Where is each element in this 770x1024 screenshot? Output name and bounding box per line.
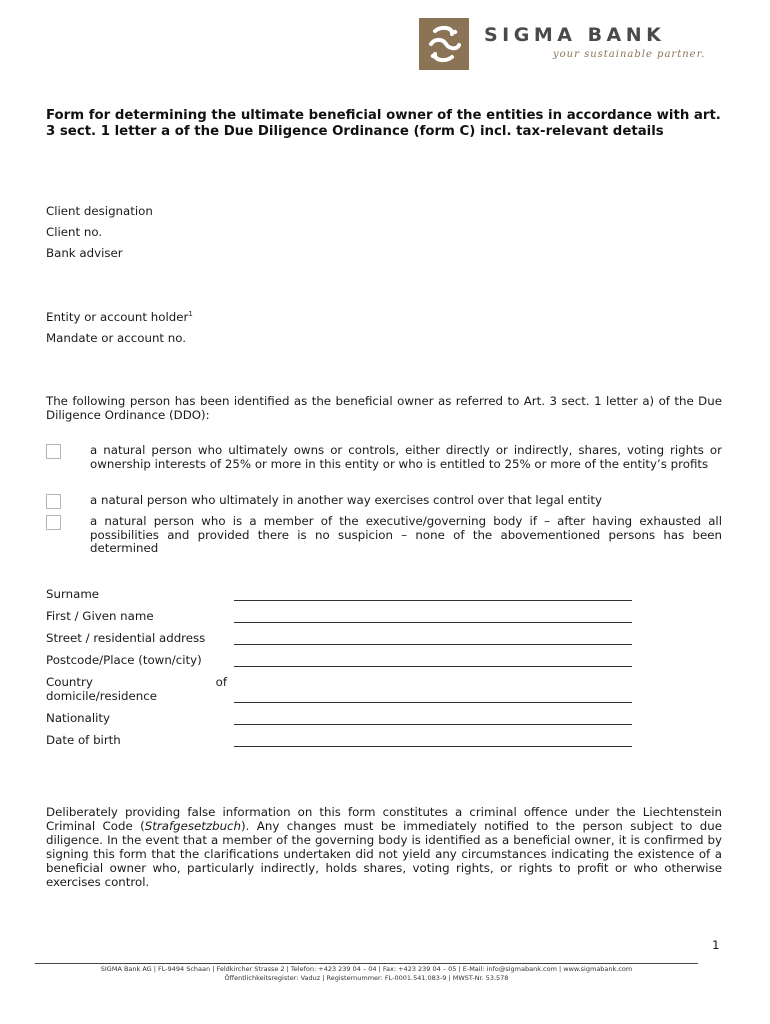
bank-logo (419, 18, 469, 70)
postcode-field[interactable] (234, 666, 632, 667)
legal-notice-italic: Strafgesetzbuch (144, 819, 242, 833)
bank-adviser-label: Bank adviser (46, 246, 123, 260)
option-checkbox-executive[interactable] (46, 515, 61, 530)
country-field[interactable] (234, 702, 632, 703)
country-label-rest: domicile/residence (46, 689, 157, 703)
surname-label: Surname (46, 587, 100, 601)
option-checkbox-control[interactable] (46, 494, 61, 509)
footer-register: Öffentlichkeitsregister: Vaduz | Registernummer: FL-0001.541.083-9 | MWST-Nr. 53.578 (224, 974, 509, 982)
entity-holder-label (46, 310, 193, 324)
sigma-s-icon (419, 18, 469, 70)
page-number: 1 (712, 938, 720, 952)
postcode-label: Postcode/Place (town/city) (46, 653, 202, 667)
brand-tagline: your sustainable partner. (553, 49, 706, 60)
nationality-field[interactable] (234, 724, 632, 725)
option-ownership-text: a natural person who ultimately owns or controls, either directly or indirectly, shares, voting rights or ownership interests of 25% or more in this entity or who is entitled to 25% or more of the entity’s profits (90, 443, 722, 471)
country-label-of: of (215, 675, 227, 689)
mandate-no-label: Mandate or account no. (46, 331, 187, 345)
first-name-field[interactable] (234, 622, 632, 623)
entity-holder-text: Entity or account holder (46, 310, 189, 324)
legal-notice-part1: Deliberately providing false information on this form constitutes a criminal offence under the Liechtenstein Criminal Code ( (46, 805, 722, 833)
nationality-label: Nationality (46, 711, 111, 725)
country-label (46, 675, 227, 703)
option-executive-text: a natural person who is a member of the executive/governing body if – after having exhausted all possibilities and provided there is no suspicion – none of the abovementioned persons has been determined (90, 514, 722, 555)
option-checkbox-ownership[interactable] (46, 444, 61, 459)
intro-text: The following person has been identified as the beneficial owner as referred to Art. 3 sect. 1 letter a) of the Due Diligence Ordinance (DDO): (46, 394, 722, 422)
option-control-text: a natural person who ultimately in another way exercises control over that legal entity (90, 493, 602, 507)
form-title: Form for determining the ultimate beneficial owner of the entities in accordance with art. 3 sect. 1 letter a of the Due Diligence Ordinance (form C) incl. tax-relevant details (46, 108, 721, 139)
street-field[interactable] (234, 644, 632, 645)
footer-address: SIGMA Bank AG | FL-9494 Schaan | Feldkircher Strasse 2 | Telefon: +423 239 04 – 04 | Fax: +423 239 04 – 05 | E-Mail: info@sigmabank.com | www.sigmabank.com (100, 965, 633, 973)
client-no-label: Client no. (46, 225, 103, 239)
first-name-label: First / Given name (46, 609, 154, 623)
country-label-word: Country (46, 675, 93, 689)
footnote-ref: 1 (188, 310, 193, 319)
dob-field[interactable] (234, 746, 632, 747)
brand-name: SIGMA BANK (484, 24, 666, 46)
dob-label: Date of birth (46, 733, 121, 747)
footer-divider (35, 963, 698, 964)
legal-notice-part2: ). Any changes must be immediately notified to the person subject to due diligence. In the event that a member of the governing body is identified as a beneficial owner, it is confirmed by signing this form that the clarifications undertaken did not yield any circumstances indicating the existence of a beneficial owner who, particularly indirectly, holds shares, voting rights, or rights to profit or who otherwise exercises control. (46, 819, 722, 889)
client-designation-label: Client designation (46, 204, 153, 218)
surname-field[interactable] (234, 600, 632, 601)
legal-notice (46, 805, 722, 889)
street-label: Street / residential address (46, 631, 206, 645)
